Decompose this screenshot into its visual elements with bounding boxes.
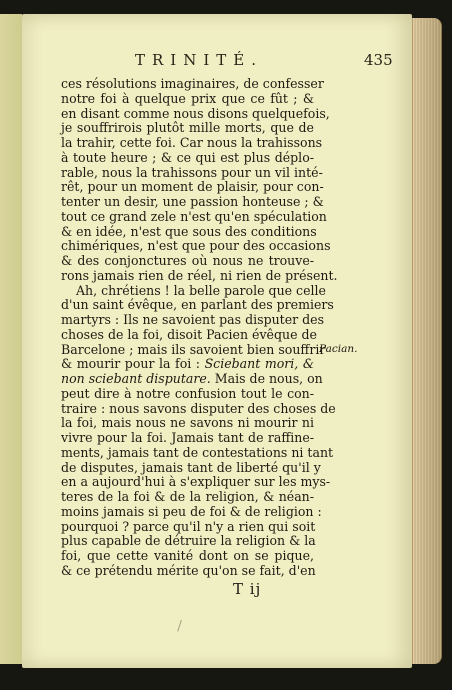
text-line: rons jamais rien de réel, ni rien de présent. (61, 267, 338, 283)
text-line: en a aujourd'hui à s'expliquer sur les mys- (61, 474, 331, 490)
text-line: tout ce grand zele n'est qu'en spéculation (61, 208, 327, 224)
text-line: martyrs : Ils ne savoient pas disputer des (61, 312, 325, 327)
text-line: en disant comme nous disons quelquefois, (61, 105, 330, 121)
text-line: & ce prétendu mérite qu'on se fait, d'en (61, 562, 316, 578)
text-line: d'un saint évêque, en parlant des premiers (61, 297, 334, 313)
text-line: pourquoi ? parce qu'il n'y a rien qui soit (61, 518, 316, 534)
text-line: ces résolutions imaginaires, de confesser (61, 76, 324, 91)
text-line: rable, nous la trahissons pour un vil inté- (61, 164, 323, 180)
page-stack-edge (412, 18, 442, 664)
text-line: foi, que cette vanité dont on se pique, (61, 548, 314, 563)
text-line: traire : nous savons disputer des choses de (61, 400, 336, 416)
signature-mark: T ij (233, 580, 262, 598)
text-line: la trahir, cette foi. Car nous la trahissons (61, 135, 323, 150)
after-latin-text: Mais de nous, on (214, 371, 323, 386)
text-line: Barcelone ; mais ils savoient bien souffrir (61, 341, 326, 357)
latin-quote-start: Sciebant mori, & (204, 356, 314, 372)
text-line: & mourir pour la foi : (61, 356, 201, 372)
text-line: notre foi à quelque prix que ce fût ; & (61, 90, 314, 106)
text-line: à toute heure ; & ce qui est plus déplo- (61, 149, 314, 165)
page-number: 435 (364, 51, 393, 69)
text-line: & des conjonctures où nous ne trouve- (61, 253, 314, 268)
facing-page-edge (0, 14, 22, 664)
text-line: peut dire à notre confusion tout le con- (61, 385, 314, 401)
text-line: choses de la foi, disoit Pacien évêque de (61, 326, 317, 342)
text-line: moins jamais si peu de foi & de religion : (61, 503, 322, 519)
text-line: plus capable de détruire la religion & la (61, 533, 316, 549)
text-line: Ah, chrétiens ! la belle parole que celle (76, 282, 326, 298)
text-line: je souffrirois plutôt mille morts, que de (61, 120, 314, 136)
text-line: de disputes, jamais tant de liberté qu'il y (61, 459, 321, 475)
text-line: ments, jamais tant de contestations ni tant (61, 444, 334, 460)
text-line: vivre pour la foi. Jamais tant de raffine- (61, 430, 314, 445)
page-text (61, 76, 338, 579)
margin-note: Pacian. (319, 343, 358, 355)
text-line: & en idée, n'est que sous des conditions (61, 223, 317, 239)
text-line: la foi, mais nous ne savons ni mourir ni (61, 415, 314, 431)
text-line-latin-quote (61, 357, 314, 372)
text-line: tenter un desir, une passion honteuse ; & (61, 194, 324, 209)
text-line: rêt, pour un moment de plaisir, pour con- (61, 179, 324, 195)
running-head: TRINITÉ. (135, 51, 263, 69)
text-line: chimériques, n'est que pour des occasions (61, 238, 331, 254)
text-line: teres de la foi & de la religion, & néan- (61, 489, 314, 504)
latin-quote-end: non sciebant disputare. (61, 371, 211, 386)
text-line-latin-end (61, 371, 323, 387)
